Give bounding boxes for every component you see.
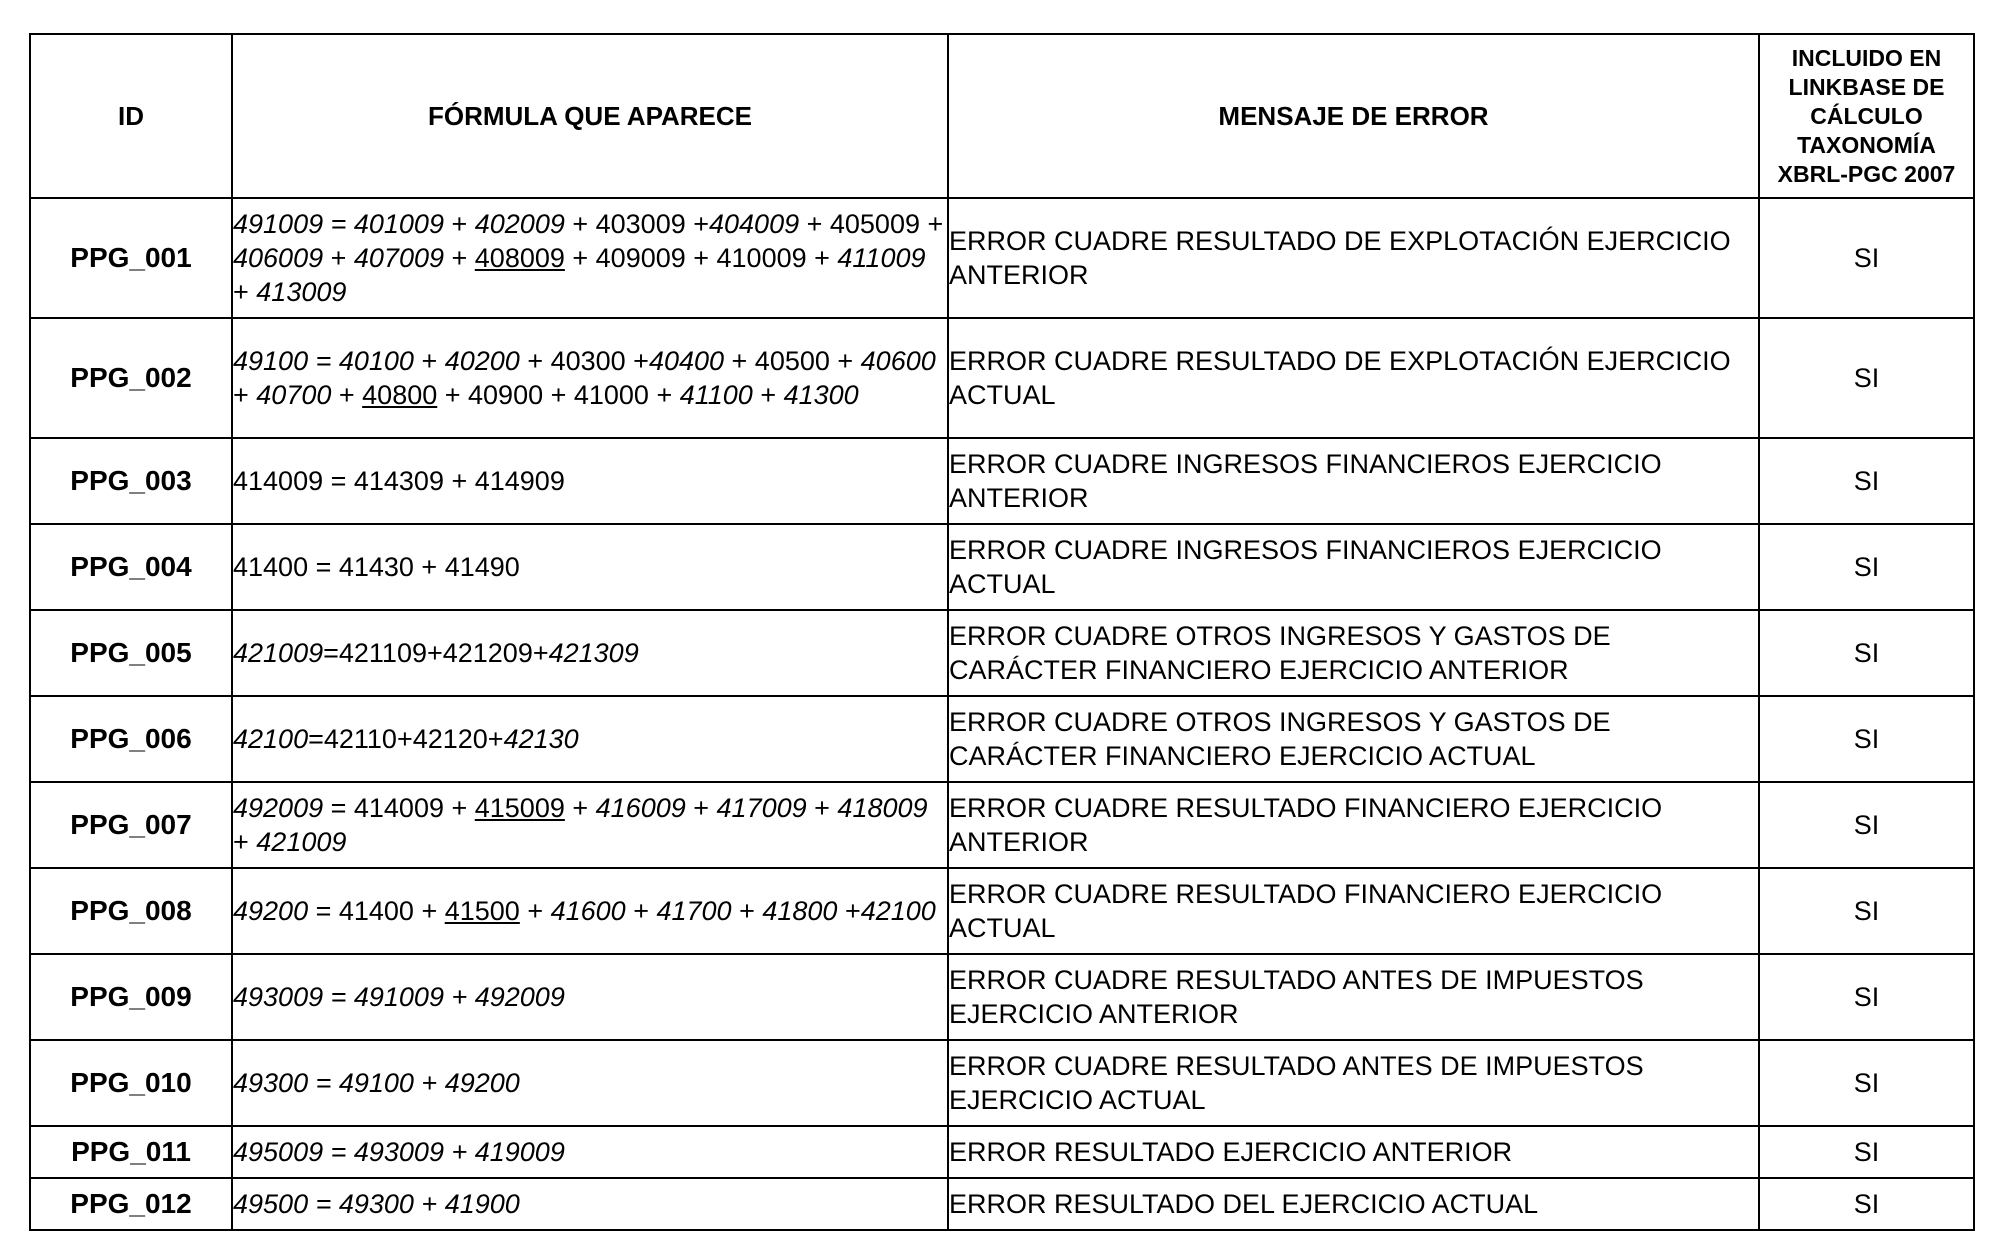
formula-segment: +: [233, 380, 257, 410]
header-included-line: XBRL-PGC 2007: [1777, 160, 1956, 187]
included-cell: SI: [1759, 1040, 1974, 1126]
formula-segment: 41600: [550, 896, 626, 926]
included-cell: SI: [1759, 318, 1974, 438]
table-row: [30, 1178, 1974, 1230]
formula-segment: 49500 = 49300 + 41900: [233, 1189, 520, 1219]
formula-segment: 495009 = 493009 + 419009: [233, 1137, 565, 1167]
formula-segment: 491009 = 401009: [233, 209, 444, 239]
formula-segment: +: [837, 896, 861, 926]
rule-id-cell: PPG_012: [30, 1178, 232, 1230]
formula-segment: +: [519, 896, 551, 926]
table-row: [30, 954, 1974, 1040]
formula-cell: [232, 868, 948, 954]
formula-segment: +: [625, 896, 657, 926]
table-body: [30, 198, 1974, 1230]
included-cell: SI: [1759, 438, 1974, 524]
header-included: [1759, 34, 1974, 198]
rule-id-cell: PPG_004: [30, 524, 232, 610]
header-included-line: INCLUIDO EN: [1791, 44, 1942, 71]
formula-segment: 407009: [353, 243, 444, 273]
formula-segment: +: [444, 243, 475, 273]
formula-segment: 493009 = 491009 + 492009: [233, 982, 565, 1012]
formula-cell: [232, 438, 948, 524]
error-message-cell: ERROR CUADRE RESULTADO FINANCIERO EJERCICIO ACTUAL: [948, 868, 1759, 954]
formula-segment: 41800: [762, 896, 838, 926]
error-message-cell: ERROR CUADRE RESULTADO DE EXPLOTACIÓN EJERCICIO ANTERIOR: [948, 198, 1759, 318]
error-message-cell: ERROR CUADRE OTROS INGRESOS Y GASTOS DE CARÁCTER FINANCIERO EJERCICIO ANTERIOR: [948, 610, 1759, 696]
included-cell: SI: [1759, 782, 1974, 868]
formula-segment: =421109+421209+: [323, 638, 549, 668]
table-row: [30, 438, 1974, 524]
table-row: [30, 610, 1974, 696]
included-cell: SI: [1759, 954, 1974, 1040]
formula-segment: 492009: [233, 793, 324, 823]
formula-cell: [232, 1178, 948, 1230]
formula-segment: + 40900 + 41000 +: [437, 380, 680, 410]
formula-segment: 411009: [837, 243, 926, 273]
formula-segment: 402009: [474, 209, 565, 239]
formula-cell: [232, 1040, 948, 1126]
formula-segment: 413009: [256, 277, 347, 307]
formula-cell: [232, 524, 948, 610]
formula-segment: 421309: [548, 638, 639, 668]
formula-segment: 40600: [860, 346, 936, 376]
included-cell: SI: [1759, 868, 1974, 954]
formula-segment: + 403009 +: [564, 209, 709, 239]
formula-segment: +: [685, 793, 717, 823]
formula-segment: +: [806, 793, 838, 823]
table-row: [30, 1040, 1974, 1126]
included-cell: SI: [1759, 610, 1974, 696]
rule-id-cell: PPG_007: [30, 782, 232, 868]
formula-segment: = 414009 +: [323, 793, 475, 823]
included-cell: SI: [1759, 696, 1974, 782]
validation-rules-table: [29, 33, 1975, 1231]
formula-segment: = 41400 +: [308, 896, 445, 926]
formula-segment: 41400 = 41430 + 41490: [233, 552, 520, 582]
header-formula: FÓRMULA QUE APARECE: [232, 34, 948, 198]
formula-segment: 404009: [709, 209, 800, 239]
formula-segment: 40200: [444, 346, 520, 376]
formula-segment: + 40500 +: [724, 346, 861, 376]
formula-segment: 40800: [362, 380, 438, 410]
included-cell: SI: [1759, 524, 1974, 610]
rule-id-cell: PPG_003: [30, 438, 232, 524]
rule-id-cell: PPG_002: [30, 318, 232, 438]
formula-segment: +: [323, 243, 354, 273]
formula-cell: [232, 610, 948, 696]
formula-segment: 41500: [444, 896, 520, 926]
header-included-line: TAXONOMÍA: [1797, 131, 1936, 158]
formula-segment: +: [233, 827, 257, 857]
rule-id-cell: PPG_010: [30, 1040, 232, 1126]
formula-segment: 421009: [233, 638, 324, 668]
formula-segment: +: [233, 277, 257, 307]
formula-segment: +: [731, 896, 763, 926]
table-row: [30, 868, 1974, 954]
table-row: [30, 1126, 1974, 1178]
included-cell: SI: [1759, 198, 1974, 318]
rule-id-cell: PPG_001: [30, 198, 232, 318]
formula-segment: 408009: [474, 243, 565, 273]
formula-segment: +: [331, 380, 363, 410]
error-message-cell: ERROR CUADRE RESULTADO DE EXPLOTACIÓN EJERCICIO ACTUAL: [948, 318, 1759, 438]
table-row: [30, 524, 1974, 610]
formula-segment: 49200: [233, 896, 309, 926]
formula-segment: 41100: [679, 380, 753, 410]
formula-segment: 414009 = 414309 + 414909: [233, 466, 565, 496]
formula-cell: [232, 198, 948, 318]
formula-segment: 42100: [860, 896, 936, 926]
formula-segment: 418009: [837, 793, 928, 823]
error-message-cell: ERROR CUADRE OTROS INGRESOS Y GASTOS DE CARÁCTER FINANCIERO EJERCICIO ACTUAL: [948, 696, 1759, 782]
error-message-cell: ERROR CUADRE RESULTADO FINANCIERO EJERCICIO ANTERIOR: [948, 782, 1759, 868]
error-message-cell: ERROR CUADRE RESULTADO ANTES DE IMPUESTOS EJERCICIO ACTUAL: [948, 1040, 1759, 1126]
formula-segment: +: [752, 380, 784, 410]
formula-segment: + 405009 +: [799, 209, 944, 239]
header-included-line: LINKBASE DE: [1788, 73, 1945, 100]
table-row: [30, 318, 1974, 438]
formula-segment: =42110+42120+: [308, 724, 504, 754]
table-row: [30, 696, 1974, 782]
error-message-cell: ERROR CUADRE RESULTADO ANTES DE IMPUESTOS EJERCICIO ANTERIOR: [948, 954, 1759, 1040]
rule-id-cell: PPG_008: [30, 868, 232, 954]
formula-segment: 40700: [256, 380, 332, 410]
table-header-row: [30, 34, 1974, 198]
formula-cell: [232, 1126, 948, 1178]
formula-cell: [232, 954, 948, 1040]
formula-segment: 49300 = 49100 + 49200: [233, 1068, 520, 1098]
error-message-cell: ERROR CUADRE INGRESOS FINANCIEROS EJERCICIO ANTERIOR: [948, 438, 1759, 524]
formula-segment: 417009: [716, 793, 807, 823]
formula-segment: 42100: [233, 724, 309, 754]
formula-segment: 40400: [648, 346, 725, 376]
header-id: ID: [30, 34, 232, 198]
formula-segment: 41700: [656, 896, 732, 926]
formula-cell: [232, 782, 948, 868]
included-cell: SI: [1759, 1178, 1974, 1230]
rule-id-cell: PPG_011: [30, 1126, 232, 1178]
formula-segment: 416009: [595, 793, 686, 823]
formula-segment: 406009: [233, 243, 324, 273]
error-message-cell: ERROR RESULTADO EJERCICIO ANTERIOR: [948, 1126, 1759, 1178]
formula-segment: 42130: [503, 724, 579, 754]
formula-segment: 49100 = 40100: [233, 346, 414, 376]
rule-id-cell: PPG_006: [30, 696, 232, 782]
formula-segment: + 409009 + 410009 +: [564, 243, 838, 273]
formula-segment: 415009: [474, 793, 565, 823]
header-included-line: CÁLCULO: [1810, 102, 1923, 129]
rule-id-cell: PPG_009: [30, 954, 232, 1040]
formula-cell: [232, 318, 948, 438]
error-message-cell: ERROR RESULTADO DEL EJERCICIO ACTUAL: [948, 1178, 1759, 1230]
formula-segment: 421009: [256, 827, 347, 857]
header-message: MENSAJE DE ERROR: [948, 34, 1759, 198]
formula-segment: +: [413, 346, 445, 376]
table-row: [30, 198, 1974, 318]
formula-segment: 41300: [783, 380, 859, 410]
formula-segment: +: [443, 209, 475, 239]
table-row: [30, 782, 1974, 868]
formula-segment: +: [564, 793, 596, 823]
rule-id-cell: PPG_005: [30, 610, 232, 696]
formula-segment: + 40300 +: [519, 346, 649, 376]
included-cell: SI: [1759, 1126, 1974, 1178]
formula-cell: [232, 696, 948, 782]
error-message-cell: ERROR CUADRE INGRESOS FINANCIEROS EJERCICIO ACTUAL: [948, 524, 1759, 610]
